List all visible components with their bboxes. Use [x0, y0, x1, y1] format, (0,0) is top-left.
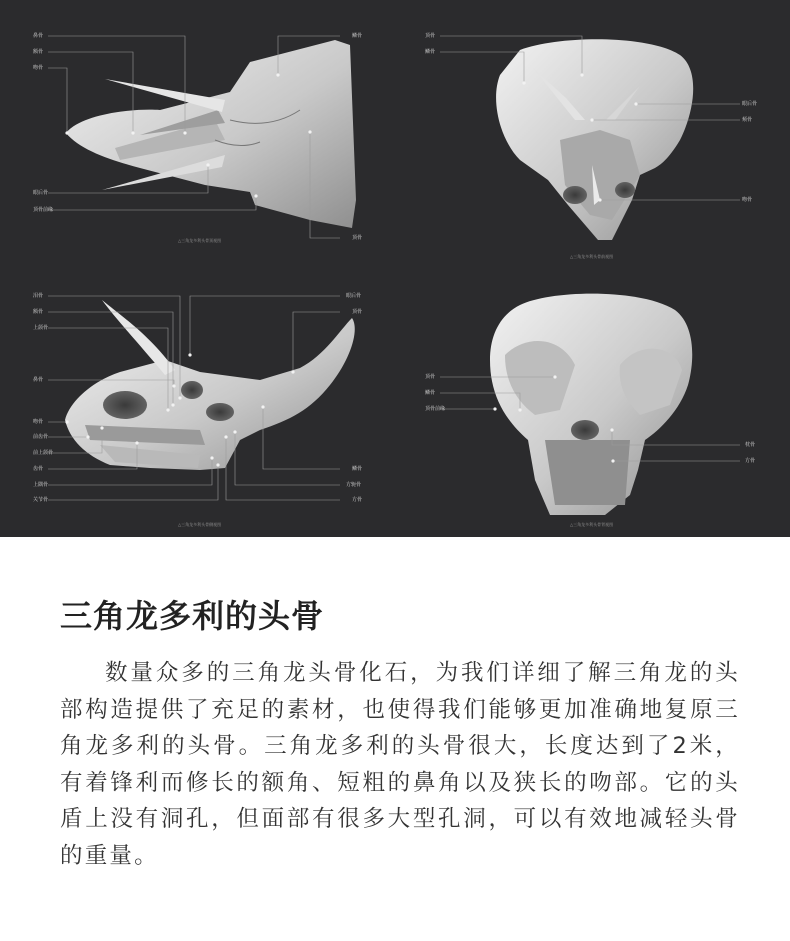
skull-top-view: [66, 40, 356, 228]
label-articular: 关节骨: [33, 497, 49, 503]
label-parietal-margin: 顶骨前缘: [33, 207, 54, 213]
label-quadratojugal: 方轭骨: [346, 482, 362, 488]
label-parietal: 顶骨: [352, 235, 363, 241]
label-nasal: 鼻骨: [33, 33, 44, 39]
label-postorbital: 眼后骨: [742, 101, 758, 107]
article-title: 三角龙多利的头骨: [60, 597, 325, 635]
label-rostral: 吻骨: [33, 65, 44, 71]
label-maxilla: 上颌骨: [33, 325, 49, 331]
label-quadrate: 方骨: [352, 497, 363, 503]
label-squamosal: 鳞骨: [425, 49, 436, 55]
label-nasal: 鼻骨: [33, 377, 44, 383]
caption-side-view: △三角龙多利头骨侧视图: [178, 522, 222, 527]
label-postorbital: 眼后骨: [33, 190, 49, 196]
label-predentary: 前齿骨: [33, 434, 49, 440]
label-parietal: 顶骨: [425, 33, 436, 39]
label-postorbital: 眼后骨: [346, 293, 362, 299]
label-frontal: 额骨: [33, 309, 44, 315]
skull-back-view: [490, 294, 692, 515]
label-premaxilla: 前上颌骨: [33, 450, 54, 456]
label-frontal: 额骨: [33, 49, 44, 55]
article-body: 数量众多的三角龙头骨化石，为我们详细了解三角龙的头部构造提供了充足的素材，也使得我们能够更加准确地复原三角龙多利的头骨。三角龙多利的头骨很大，长度达到了2米，有着锋利而修长的额角、短粗的鼻角以及狭长的吻部。它的头盾上没有洞孔，但面部有很多大型孔洞，可以有效地减轻头骨的重量。: [60, 660, 740, 869]
label-parietal: 顶骨: [425, 374, 436, 380]
label-rostral: 吻骨: [742, 197, 753, 203]
label-jugal: 颊骨: [742, 117, 753, 123]
label-dentary: 齿骨: [33, 466, 44, 472]
label-lacrimal: 泪骨: [33, 293, 44, 299]
skull-side-view: [65, 300, 355, 470]
label-squamosal: 鳞骨: [425, 390, 436, 396]
label-rostral: 吻骨: [33, 419, 44, 425]
label-surangular: 上隅骨: [33, 482, 49, 488]
skull-front-view: [496, 39, 693, 240]
label-quadrate: 方骨: [745, 458, 756, 464]
label-occipital: 枕骨: [745, 442, 756, 448]
label-squamosal: 鳞骨: [352, 33, 363, 39]
label-parietal: 顶骨: [352, 309, 363, 315]
label-squamosal: 鳞骨: [352, 466, 363, 472]
caption-back-view: △三角龙多利头骨背视图: [570, 522, 614, 527]
label-parietal-margin: 顶骨前缘: [425, 406, 446, 412]
caption-top-view: △三角龙多利头骨顶视图: [178, 238, 222, 243]
caption-front-view: △三角龙多利头骨前视图: [570, 254, 614, 259]
